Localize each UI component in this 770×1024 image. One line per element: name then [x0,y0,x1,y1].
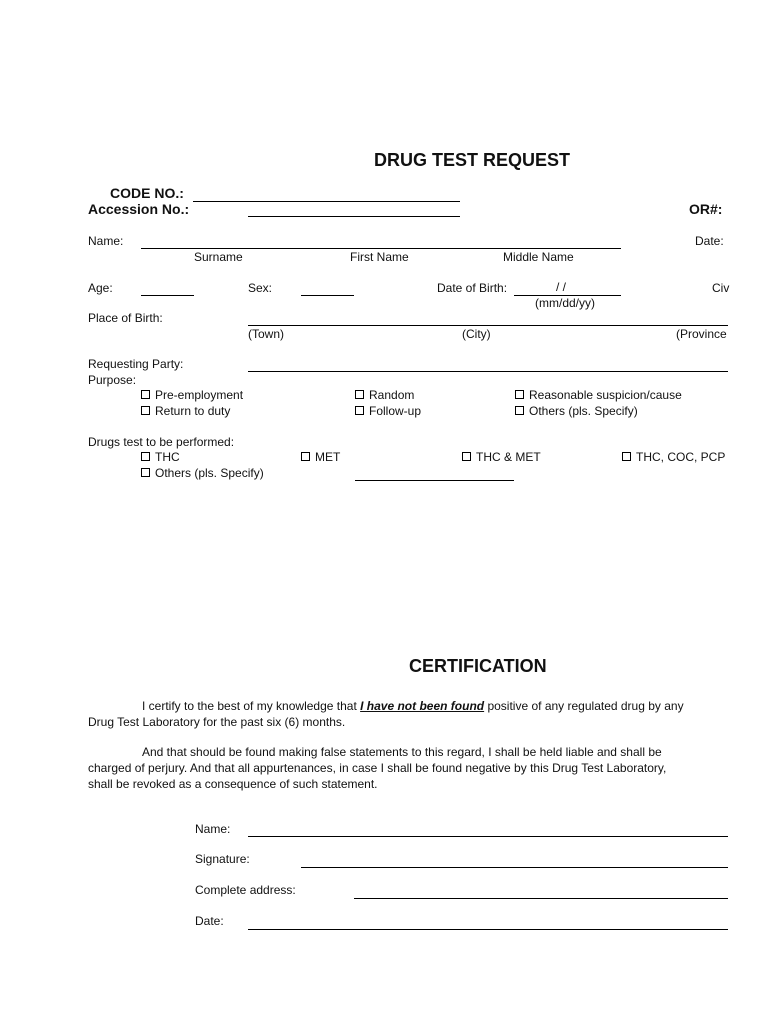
middle-name-caption: Middle Name [503,250,574,264]
sex-label: Sex: [248,281,273,295]
checkbox-icon[interactable] [141,468,150,477]
town-caption: (Town) [248,327,285,341]
first-name-caption: First Name [350,250,409,264]
checkbox-icon[interactable] [301,452,310,461]
cert-name-label: Name: [195,822,231,836]
certification-emphasis: I have not been found [360,699,485,713]
checkbox-icon[interactable] [141,452,150,461]
cert-address-label: Complete address: [195,883,296,897]
province-caption: (Province [676,327,727,341]
certification-title: CERTIFICATION [409,656,547,676]
dob-format-caption: (mm/dd/yy) [535,296,595,310]
sex-field[interactable] [301,295,354,296]
checkbox-icon[interactable] [622,452,631,461]
purpose-label: Purpose: [88,373,137,387]
surname-caption: Surname [194,250,243,264]
purpose-follow-up[interactable]: Follow-up [355,404,421,418]
form-title: DRUG TEST REQUEST [374,150,571,170]
city-caption: (City) [462,327,491,341]
or-label: OR#: [689,201,723,217]
accession-field[interactable] [248,216,460,217]
name-field[interactable] [141,248,621,249]
checkbox-icon[interactable] [355,406,364,415]
date-label: Date: [695,234,724,248]
cert-address-field[interactable] [354,898,728,899]
civil-status-label: Civ [712,281,730,295]
age-label: Age: [88,281,113,295]
certification-paragraph-1: I certify to the best of my knowledge that I have not been found positive of any regulated drug by any Drug Test Laboratory for the past six (6) months. [88,699,684,729]
purpose-reasonable-suspicion[interactable]: Reasonable suspicion/cause [515,388,682,402]
code-no-label: CODE NO.: [110,185,184,201]
cert-date-field[interactable] [248,929,728,930]
pob-field[interactable] [248,325,728,326]
checkbox-icon[interactable] [515,390,524,399]
test-others[interactable]: Others (pls. Specify) [141,466,264,480]
cert-date-label: Date: [195,914,224,928]
accession-label: Accession No.: [88,201,190,217]
pob-label: Place of Birth: [88,311,163,325]
checkbox-icon[interactable] [141,390,150,399]
code-no-field[interactable] [193,201,460,202]
certification-paragraph-2: And that should be found making false statements to this regard, I shall be held liable and shall be charged of perjury. And that all appurtenances, in case I shall be found negative by this Drug Test Laboratory, shall be revoked as a consequence of such statement. [88,745,667,791]
tests-label: Drugs test to be performed: [88,435,235,449]
cert-name-field[interactable] [248,836,728,837]
age-field[interactable] [141,295,194,296]
checkbox-icon[interactable] [462,452,471,461]
requesting-party-label: Requesting Party: [88,357,184,371]
requesting-party-field[interactable] [248,371,728,372]
purpose-pre-employment[interactable]: Pre-employment [141,388,243,402]
purpose-others[interactable]: Others (pls. Specify) [515,404,638,418]
cert-signature-field[interactable] [301,867,728,868]
purpose-return-to-duty[interactable]: Return to duty [141,404,230,418]
test-others-field[interactable] [355,480,514,481]
purpose-random[interactable]: Random [355,388,414,402]
name-label: Name: [88,234,124,248]
test-thc-coc-pcp[interactable]: THC, COC, PCP [622,450,725,464]
dob-label: Date of Birth: [437,281,508,295]
test-thc[interactable]: THC [141,450,180,464]
dob-slashes: / / [556,280,567,294]
cert-signature-label: Signature: [195,852,250,866]
checkbox-icon[interactable] [515,406,524,415]
test-thc-met[interactable]: THC & MET [462,450,541,464]
checkbox-icon[interactable] [355,390,364,399]
checkbox-icon[interactable] [141,406,150,415]
test-met[interactable]: MET [301,450,340,464]
